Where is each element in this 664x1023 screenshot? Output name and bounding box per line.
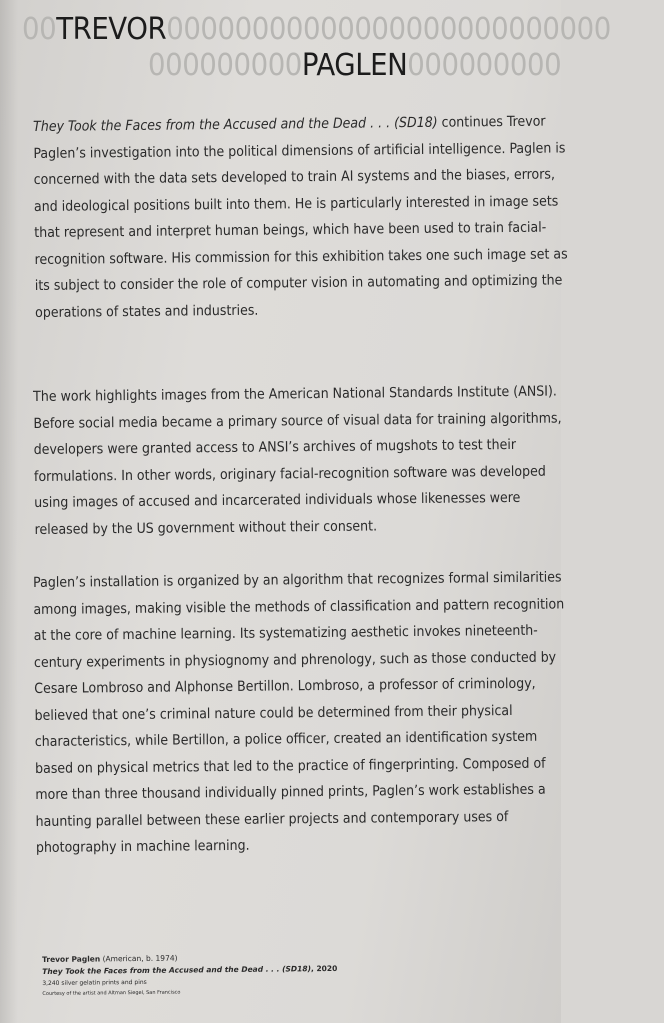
title-zeros-left: 00 — [22, 12, 57, 47]
paragraph-ansi — [33, 378, 575, 543]
paragraph-3-text: Paglen’s installation is organized by an algorithm that recognizes formal similarities among images, making visible the methods of classification and pattern recognition at the core of machine learning. Its systematizing aesthetic invokes nineteenth-century experiments in physiognomy and phrenology, such as those conducted by Cesare Lombroso and Alphonse Bertillon. Lombroso, a professor of criminology, believed that one’s criminal nature could be determined from their physical characteristics, while Bertillon, a police officer, created an identification system based on physical metrics that led to the practice of fingerprinting. Composed of more than three thousand individually pinned prints, Paglen’s work establishes a haunting parallel between these earlier projects and contemporary uses of photography in machine learning. — [33, 569, 565, 856]
paragraph-1-text: continues Trevor Paglen’s investigation into the political dimensions of artificial intelligence. Paglen is concerned with the data sets developed to train AI systems and the biases, errors, and ideological positions built into them. He is particularly interested in image sets that represent and interpret human beings, which have been used to train facial-recognition software. His commission for this exhibition takes one such image set as its subject to consider the role of computer vision in automating and optimizing the operations of states and industries. — [33, 113, 568, 321]
artwork-credit — [42, 951, 338, 999]
credit-work-title: They Took the Faces from the Accused and the Dead . . . (SD18) — [42, 964, 312, 976]
credit-courtesy: Courtesy of the artist and Altman Siegel, San Francisco — [42, 989, 181, 997]
title-zeros-right-2: 000000000 — [407, 48, 562, 83]
title-zeros-right: 00000000000000000000000000 — [166, 12, 611, 47]
paragraph-installation — [33, 564, 576, 861]
paragraph-intro — [33, 108, 575, 326]
work-title-inline: They Took the Faces from the Accused and the Dead . . . (SD18) — [33, 114, 438, 135]
artist-last-name: PAGLEN — [301, 48, 408, 83]
title-zeros-left-2: 000000000 — [148, 48, 302, 83]
paragraph-2-text: The work highlights images from the American National Standards Institute (ANSI). Before social media became a primary source of visual data for training algorithms, developers were granted access to ANSI’s archives of mugshots to test their formulations. In other words, originary facial-recognition software was developed using images of accused and incarcerated individuals whose likenesses were released by the US government without their consent. — [33, 383, 562, 538]
title-line-last — [148, 48, 664, 84]
credit-artist-info: (American, b. 1974) — [100, 953, 178, 964]
artist-first-name: TREVOR — [56, 12, 167, 47]
credit-medium: 3,240 silver gelatin prints and pins — [42, 978, 147, 987]
title-line-first — [22, 12, 611, 48]
credit-work-year: , 2020 — [310, 963, 338, 974]
edge-shadow — [0, 0, 18, 1023]
credit-artist-name: Trevor Paglen — [42, 954, 101, 964]
